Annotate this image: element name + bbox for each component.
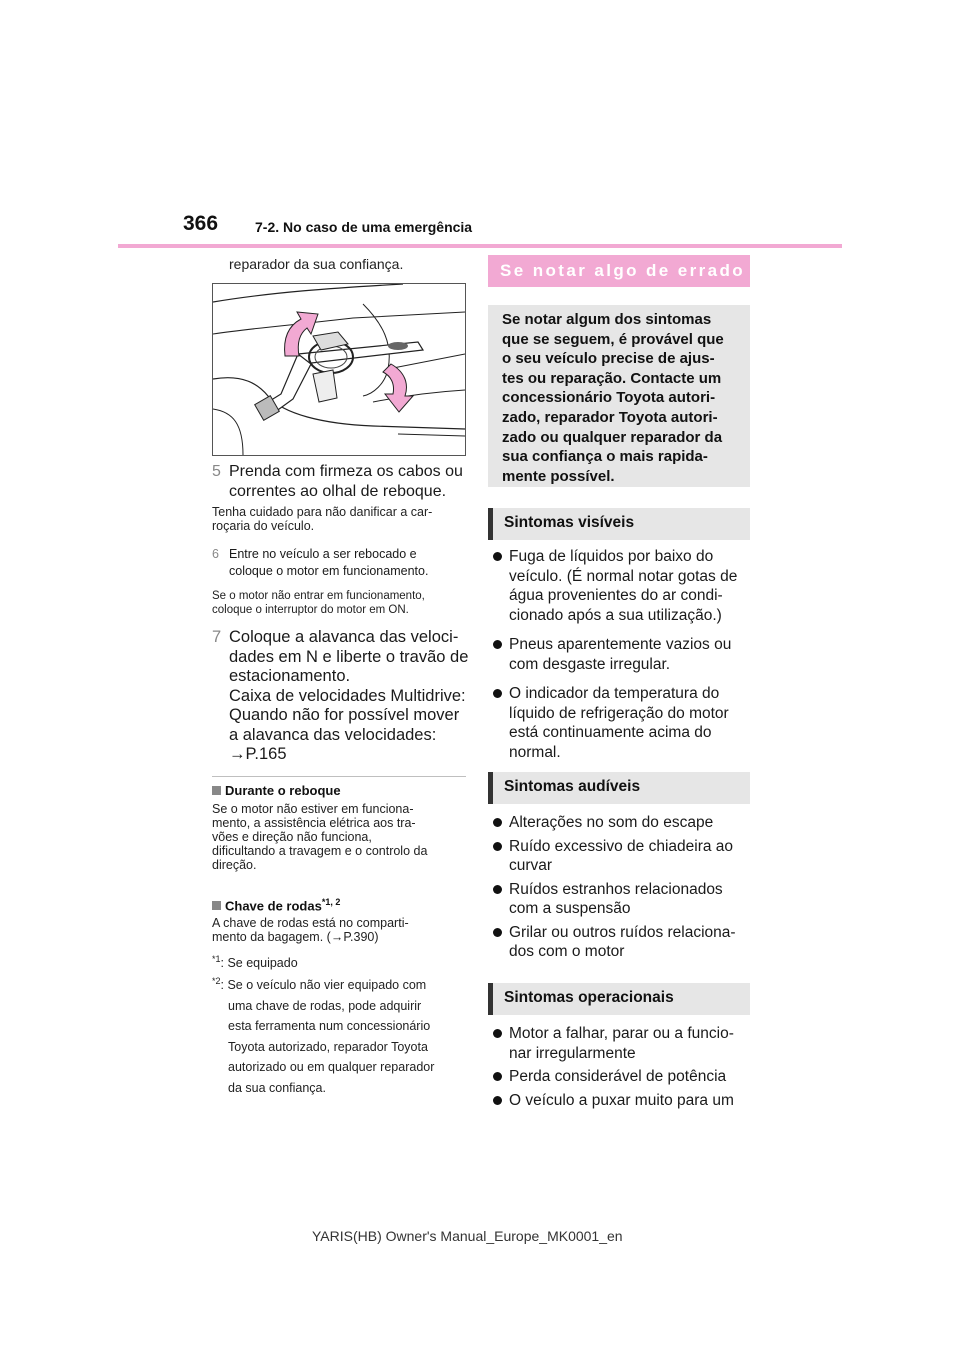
footnote-text: da sua confiança. [228, 1080, 326, 1095]
item-line: Fuga de líquidos por baixo do [509, 548, 714, 565]
manual-footer: YARIS(HB) Owner's Manual_Europe_MK0001_en [312, 1228, 623, 1244]
towing-paragraph [212, 802, 470, 872]
item-line: nar irregularmente [509, 1044, 636, 1062]
bullet-icon [493, 552, 502, 561]
list-item [493, 880, 758, 919]
item-line: cionado após a sua utilização.) [509, 606, 722, 624]
bullet-icon [493, 1029, 502, 1038]
towing-heading [212, 783, 341, 798]
header-rule [118, 244, 842, 248]
intro-line: concessionário Toyota autori- [502, 389, 716, 407]
wrench-turning-illustration [213, 284, 465, 455]
step-text-line: dades em N e liberte o travão de [229, 647, 469, 666]
para-line: A chave de rodas está no comparti- [212, 916, 409, 930]
note-line: Tenha cuidado para não danificar a car- [212, 505, 433, 519]
heading-text: Durante o reboque [225, 783, 341, 798]
bullet-icon [493, 689, 502, 698]
list-item [493, 684, 758, 762]
step-7 [212, 628, 470, 765]
footnote-text: : Se equipado [220, 956, 298, 971]
footnote-marker: *1 [212, 954, 221, 964]
intro-line: zado, reparador Toyota autori- [502, 408, 718, 426]
audible-symptoms-heading: Sintomas audíveis [488, 772, 750, 804]
footnote-text: Toyota autorizado, reparador Toyota [228, 1039, 428, 1054]
bullet-icon [493, 928, 502, 937]
item-line: curvar [509, 857, 553, 874]
bullet-icon [493, 1072, 502, 1081]
para-line: Se o motor não estiver em funciona- [212, 802, 414, 816]
page-number: 366 [183, 212, 219, 235]
step-text-line: estacionamento. [229, 667, 351, 685]
step-5-note [212, 505, 470, 533]
square-bullet-icon [212, 786, 221, 795]
item-line: Pneus aparentemente vazios ou [509, 636, 732, 653]
list-item [493, 923, 758, 962]
item-line: Ruído excessivo de chiadeira ao [509, 837, 734, 855]
item-line: com desgaste irregular. [509, 655, 671, 673]
footnote-text: uma chave de rodas, pode adquirir [228, 998, 422, 1013]
item-line: Ruídos estranhos relacionados [509, 880, 723, 898]
step-text-line: Coloque a alavanca das veloci- [229, 628, 459, 646]
operational-symptoms-list [493, 1024, 758, 1114]
item-line: O indicador da temperatura do [509, 685, 720, 702]
note-line: roçaria do veículo. [212, 519, 315, 533]
footnote-text: : Se o veículo não vier equipado com [220, 978, 427, 993]
bullet-icon [493, 640, 502, 649]
intro-line: o seu veículo precise de ajus- [502, 350, 715, 368]
step-text-line: correntes ao olhal de reboque. [229, 483, 447, 500]
intro-box [488, 305, 750, 487]
item-line: Alterações no som do escape [509, 814, 714, 831]
footnote-marker: *2 [212, 976, 221, 986]
intro-line: que se seguem, é provável que [502, 330, 724, 348]
list-item [493, 1024, 758, 1063]
para-line: dificultando a travagem e o controlo da [212, 844, 428, 858]
page-reference-link[interactable]: →P.165 [229, 745, 287, 763]
bullet-icon [493, 885, 502, 894]
wrench-paragraph [212, 916, 470, 944]
para-line: mento, a assistência elétrica aos tra- [212, 816, 416, 830]
footnote-marker: *1, 2 [321, 897, 341, 907]
footnote-1 [212, 952, 470, 970]
step-text-line: coloque o motor em funcionamento. [229, 564, 429, 578]
section-title: 7-2. No caso de uma emergência [255, 219, 473, 235]
audible-symptoms-list [493, 813, 758, 966]
item-line: Motor a falhar, parar ou a funcio- [509, 1025, 734, 1042]
tow-eyelet-illustration [212, 283, 466, 456]
footnote-text: autorizado ou em qualquer reparador [228, 1060, 435, 1075]
list-item [493, 635, 758, 674]
footnote-2 [212, 971, 470, 1098]
step-text-line: Quando não for possível mover [229, 706, 460, 724]
item-line: está continuamente acima do [509, 724, 712, 741]
continued-paragraph: reparador da sua confiança. [229, 256, 404, 272]
footnote-text: esta ferramenta num concessionário [228, 1019, 431, 1034]
step-6 [212, 546, 470, 580]
intro-line: sua confiança o mais rapida- [502, 448, 708, 466]
item-line: líquido de refrigeração do motor [509, 704, 729, 722]
item-line: Grilar ou outros ruídos relaciona- [509, 923, 736, 941]
step-text-line: a alavanca das velocidades: [229, 725, 437, 744]
section-band-title: Se notar algo de errado [488, 255, 750, 287]
intro-line: Se notar algum dos sintomas [502, 311, 712, 328]
divider [212, 776, 466, 777]
step-5 [212, 462, 470, 502]
step-number: 5 [212, 463, 221, 480]
intro-line: tes ou reparação. Contacte um [502, 369, 722, 387]
square-bullet-icon [212, 901, 221, 910]
step-text-line: Prenda com firmeza os cabos ou [229, 463, 463, 480]
step-text-line: Caixa de velocidades Multidrive: [229, 686, 466, 705]
item-line: normal. [509, 743, 561, 761]
item-line: veículo. (É normal notar gotas de [509, 567, 738, 585]
item-line: dos com o motor [509, 943, 625, 960]
page-reference-link[interactable]: mento da bagagem. (→P.390) [212, 930, 379, 944]
heading-text: Chave de rodas [225, 898, 322, 914]
list-item [493, 813, 758, 833]
item-line: água provenientes do ar condi- [509, 587, 723, 604]
list-item [493, 547, 758, 625]
list-item [493, 1067, 758, 1087]
operational-symptoms-heading: Sintomas operacionais [488, 983, 750, 1015]
bullet-icon [493, 1096, 502, 1105]
step-number: 6 [212, 547, 219, 561]
para-line: direção. [212, 858, 257, 872]
item-line: Perda considerável de potência [509, 1068, 727, 1085]
wrench-heading [212, 897, 340, 913]
intro-line: zado ou qualquer reparador da [502, 428, 723, 446]
step-text-line: Entre no veículo a ser rebocado e [229, 547, 417, 561]
intro-line: mente possível. [502, 467, 615, 485]
note-line: Se o motor não entrar em funcionamento, [212, 590, 425, 602]
step-number: 7 [212, 628, 222, 646]
visible-symptoms-heading: Sintomas visíveis [488, 508, 750, 540]
visible-symptoms-list [493, 547, 758, 762]
para-line: vões e direção não funciona, [212, 830, 372, 844]
note-line: coloque o interruptor do motor em ON. [212, 604, 409, 616]
item-line: com a suspensão [509, 900, 631, 917]
list-item [493, 837, 758, 876]
item-line: O veículo a puxar muito para um [509, 1091, 734, 1109]
bullet-icon [493, 842, 502, 851]
list-item [493, 1091, 758, 1111]
bullet-icon [493, 818, 502, 827]
step-6-note [212, 589, 470, 617]
